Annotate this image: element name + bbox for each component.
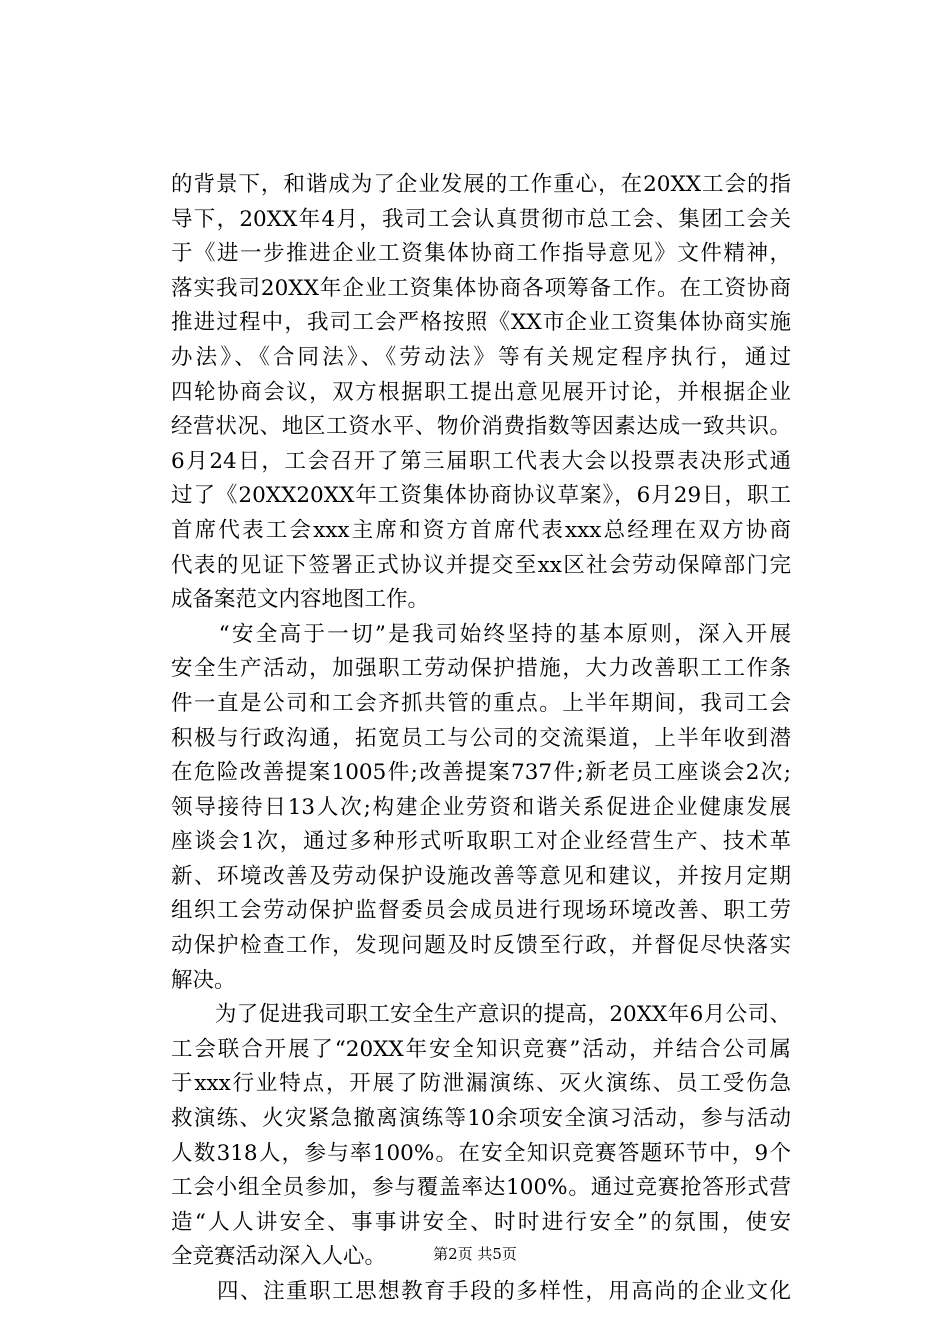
page-footer: 第2页 共5页: [433, 1245, 517, 1263]
text-line: 办法》、《合同法》、《劳动法》等有关规定程序执行，通过: [171, 344, 791, 370]
text-line: 新、环境改善及劳动保护设施改善等意见和建议，并按月定期: [171, 863, 791, 889]
text-line: 落实我司20XX年企业工资集体协商各项筹备工作。在工资协商: [171, 275, 791, 301]
text-line: 导下，20XX年4月，我司工会认真贯彻市总工会、集团工会关: [171, 206, 791, 232]
text-line: 动保护检查工作，发现问题及时反馈至行政，并督促尽快落实: [171, 933, 791, 959]
text-line: 座谈会1次，通过多种形式听取职工对企业经营生产、技术革: [171, 829, 791, 855]
text-line: 组织工会劳动保护监督委员会成员进行现场环境改善、职工劳: [171, 898, 791, 924]
text-line: 过了《20XX20XX年工资集体协商协议草案》，6月29日，职工: [171, 483, 791, 509]
text-line: 的背景下，和谐成为了企业发展的工作重心，在20XX工会的指: [171, 172, 791, 197]
text-line: 造“人人讲安全、事事讲安全、时时进行安全”的氛围，使安: [171, 1209, 791, 1235]
text-line: 在危险改善提案1005件;改善提案737件;新老员工座谈会2次;: [171, 760, 791, 786]
document-body: [171, 168, 791, 1310]
text-line: 推进过程中，我司工会严格按照《XX市企业工资集体协商实施: [171, 310, 791, 336]
text-line: 积极与行政沟通，拓宽员工与公司的交流渠道，上半年收到潜: [171, 725, 791, 751]
text-line: 于《进一步推进企业工资集体协商工作指导意见》文件精神，: [171, 241, 791, 267]
text-line: 6月24日，工会召开了第三届职工代表大会以投票表决形式通: [171, 448, 791, 474]
text-line: 解决。: [171, 967, 236, 993]
text-line: 工会小组全员参加，参与覆盖率达100%。通过竞赛抢答形式营: [171, 1175, 791, 1201]
text-line: 领导接待日13人次;构建企业劳资和谐关系促进企业健康发展: [171, 794, 791, 820]
text-line: 四、注重职工思想教育手段的多样性，用高尚的企业文化: [171, 1279, 791, 1304]
text-line: 成备案范文内容地图工作。: [171, 587, 430, 613]
text-line: “安全高于一切”是我司始终坚持的基本原则，深入开展: [171, 621, 791, 647]
text-line: 人数318人，参与率100%。在安全知识竞赛答题环节中，9个: [171, 1140, 791, 1166]
text-line: 全竞赛活动深入人心。: [171, 1244, 387, 1270]
text-line: 四轮协商会议，双方根据职工提出意见展开讨论，并根据企业: [171, 379, 791, 405]
text-line: 于xxx行业特点，开展了防泄漏演练、灭火演练、员工受伤急: [171, 1071, 791, 1097]
text-line: 首席代表工会xxx主席和资方首席代表xxx总经理在双方协商: [171, 517, 791, 543]
text-line: 件一直是公司和工会齐抓共管的重点。上半年期间，我司工会: [171, 690, 791, 716]
text-line: 为了促进我司职工安全生产意识的提高，20XX年6月公司、: [171, 1002, 791, 1028]
text-line: 经营状况、地区工资水平、物价消费指数等因素达成一致共识。: [171, 414, 791, 440]
text-line: 安全生产活动，加强职工劳动保护措施，大力改善职工工作条: [171, 656, 791, 682]
text-line: 工会联合开展了“20XX年安全知识竞赛”活动，并结合公司属: [171, 1036, 791, 1062]
text-line: 救演练、火灾紧急撤离演练等10余项安全演习活动，参与活动: [171, 1106, 791, 1132]
text-line: 代表的见证下签署正式协议并提交至xx区社会劳动保障部门完: [171, 552, 791, 578]
